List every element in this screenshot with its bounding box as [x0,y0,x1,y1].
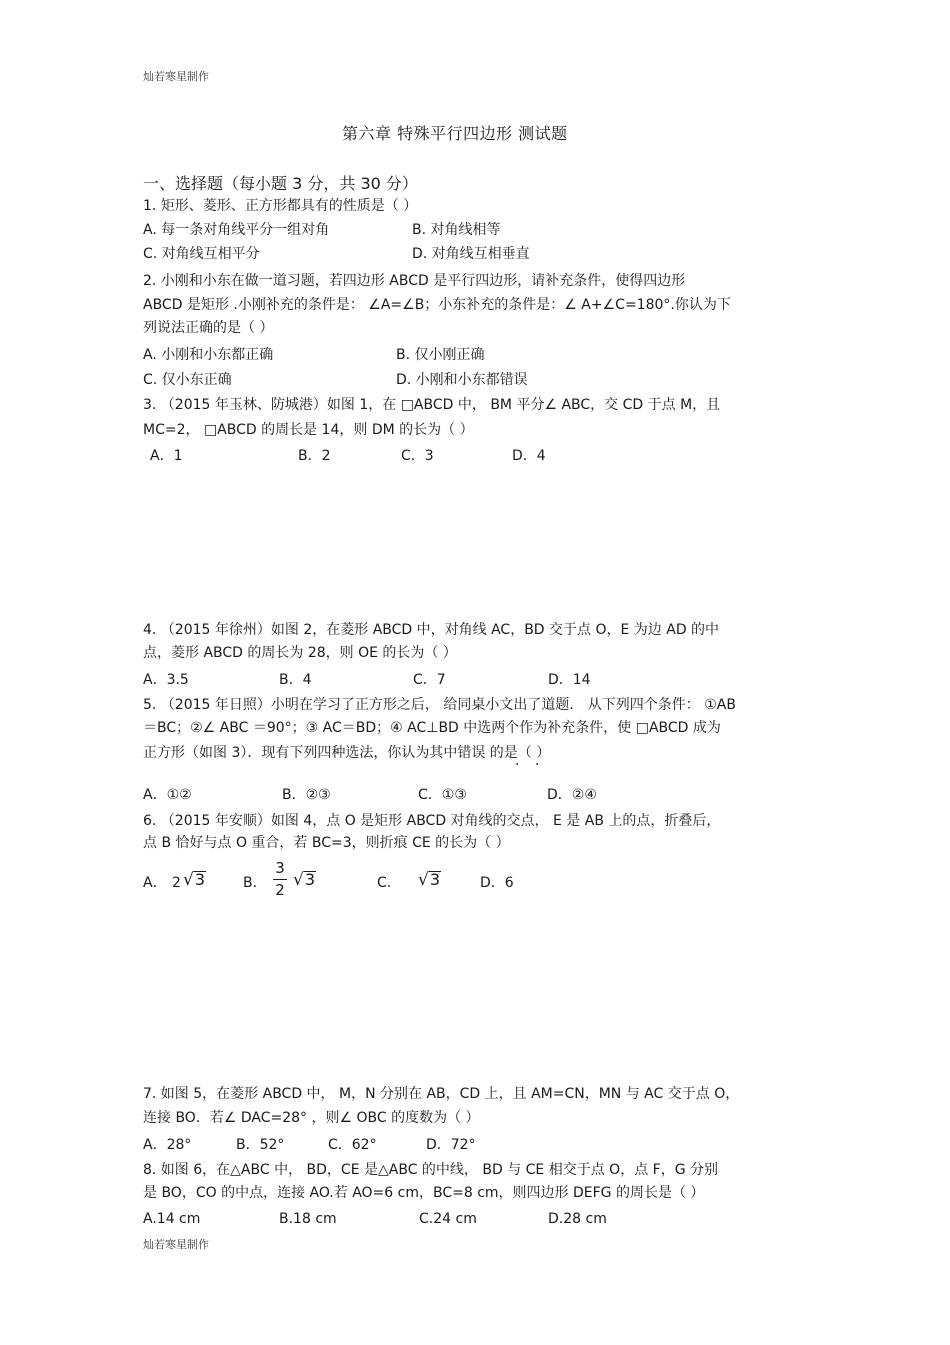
q7-option-d: D．72° [426,1137,476,1153]
q7-line-2: 连接 BO．若∠ DAC=28° ，则∠ OBC 的度数为（ ） [143,1110,480,1126]
q8-line-2: 是 BO，CO 的中点，连接 AO.若 AO=6 cm，BC=8 cm，则四边形 DEFG 的周长是（ ） [143,1185,705,1201]
q5-option-c: C．①③ [418,787,467,803]
q4-option-b: B．4 [279,672,312,688]
q3-line-2: MC=2， □ABCD 的周长是 14，则 DM 的长为（ ） [143,422,474,438]
q2-line-2: ABCD 是矩形 .小刚补充的条件是： ∠A=∠B；小东补充的条件是：∠ A+∠C=180°.你认为下 [143,297,731,313]
q6-line-1: 6. （2015 年安顺）如图 4，点 O 是矩形 ABCD 对角线的交点， E 是 AB 上的点，折叠后， [143,813,721,829]
sqrt-symbol: √3 [183,870,206,890]
q6-option-a-label: A． [143,875,167,891]
q7-option-a: A．28° [143,1137,192,1153]
q8-option-d: D.28 cm [548,1211,607,1227]
q5-line-1: 5. （2015 年日照）小明在学习了正方形之后， 给同桌小文出了道题． 从下列四个条件： ①AB [143,697,736,713]
sqrt-symbol: √3 [418,870,441,890]
q5-option-a: A．①② [143,787,192,803]
page-title: 第六章 特殊平行四边形 测试题 [342,124,568,143]
q7-option-b: B．52° [236,1137,285,1153]
q1-stem: 1. 矩形、菱形、正方形都具有的性质是（ ） [143,198,418,214]
q2-option-d: D. 小刚和小东都错误 [396,372,528,388]
q6-option-c-label: C． [377,875,401,891]
q8-option-a: A.14 cm [143,1211,201,1227]
q5-line-3: 正方形（如图 3）．现有下列四种选法，你认为其中错误 的是（ ） [143,745,551,761]
q3-line-1: 3. （2015 年玉林、防城港）如图 1，在 □ABCD 中， BM 平分∠ ABC，交 CD 于点 M，且 [143,397,721,413]
q3-option-b: B．2 [298,448,331,464]
q2-line-3: 列说法正确的是（ ） [143,320,274,336]
q6-option-b-label: B． [243,875,267,891]
q4-line-2: 点，菱形 ABCD 的周长为 28，则 OE 的长为（ ） [143,645,457,661]
q5-option-b: B．②③ [282,787,331,803]
q6-line-2: 点 B 恰好与点 O 重合，若 BC=3，则折痕 CE 的长为（ ） [143,835,510,851]
q5-option-d: D．②④ [547,787,597,803]
q4-option-a: A．3.5 [143,672,189,688]
q2-option-b: B. 仅小刚正确 [396,347,485,363]
emphasis-dot: · [535,757,540,773]
q1-option-a: A. 每一条对角线平分一组对角 [143,222,330,238]
q2-line-1: 2. 小刚和小东在做一道习题，若四边形 ABCD 是平行四边形，请补充条件，使得四边形 [143,273,686,289]
q5-line-2: ＝BC；②∠ ABC ＝90°；③ AC＝BD；④ AC⊥BD 中选两个作为补充条件，使 □ABCD 成为 [143,720,721,736]
q7-option-c: C．62° [328,1137,377,1153]
q6-option-a-coef: 2 [172,875,181,891]
q4-line-1: 4. （2015 年徐州）如图 2，在菱形 ABCD 中，对角线 AC，BD 交于点 O，E 为边 AD 的中 [143,622,720,638]
fraction: 3 2 [273,861,287,898]
q7-line-1: 7. 如图 5，在菱形 ABCD 中， M，N 分别在 AB，CD 上，且 AM=CN，MN 与 AC 交于点 O， [143,1086,740,1102]
q3-option-d: D．4 [512,448,546,464]
q8-line-1: 8. 如图 6，在△ABC 中， BD，CE 是△ABC 的中线， BD 与 CE 相交于点 O，点 F，G 分别 [143,1162,719,1178]
q8-option-b: B.18 cm [279,1211,337,1227]
page-header: 灿若寒星制作 [143,70,209,83]
q1-option-d: D. 对角线互相垂直 [412,246,530,262]
q1-option-c: C. 对角线互相平分 [143,246,260,262]
q4-option-c: C．7 [413,672,446,688]
q8-option-c: C.24 cm [419,1211,477,1227]
sqrt-symbol: √3 [293,870,316,890]
section-heading: 一、选择题（每小题 3 分，共 30 分） [143,174,418,193]
q1-option-b: B. 对角线相等 [412,222,501,238]
q3-option-c: C．3 [401,448,434,464]
q2-option-c: C. 仅小东正确 [143,372,232,388]
q2-option-a: A. 小刚和小东都正确 [143,347,274,363]
q3-option-a: A．1 [150,448,183,464]
page-footer: 灿若寒星制作 [143,1238,209,1251]
q4-option-d: D．14 [548,672,591,688]
q6-option-d: D．6 [480,875,514,891]
emphasis-dot: · [515,757,520,773]
